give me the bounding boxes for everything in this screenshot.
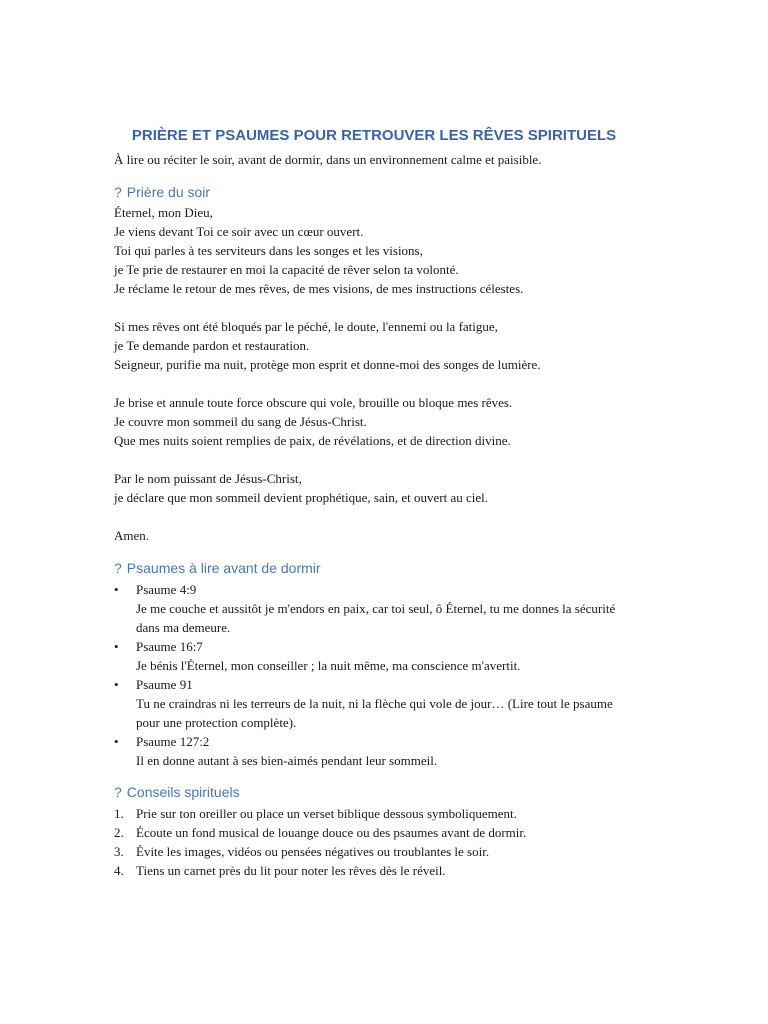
list-item bbox=[114, 637, 634, 675]
psalm-reference: Psaume 127:2 bbox=[136, 734, 210, 749]
psalm-verse: Je me couche et aussitôt je m'endors en paix, car toi seul, ô Éternel, tu me donnes la sécurité dans ma demeure. bbox=[136, 601, 616, 635]
psalm-reference: Psaume 91 bbox=[136, 677, 193, 692]
prayer-line: je Te prie de restaurer en moi la capacité de rêver selon ta volonté. bbox=[114, 262, 459, 277]
list-number: 4. bbox=[114, 863, 124, 878]
prayer-line: Par le nom puissant de Jésus-Christ, bbox=[114, 471, 302, 486]
list-item bbox=[114, 804, 634, 823]
list-item bbox=[114, 861, 634, 880]
prayer-line: Que mes nuits soient remplies de paix, de révélations, et de direction divine. bbox=[114, 433, 511, 448]
bullet-icon: • bbox=[114, 582, 119, 597]
psalm-verse: Il en donne autant à ses bien-aimés pendant leur sommeil. bbox=[136, 753, 438, 768]
psalm-reference: Psaume 16:7 bbox=[136, 639, 203, 654]
prayer-body bbox=[114, 203, 634, 545]
list-item bbox=[114, 842, 634, 861]
list-number: 3. bbox=[114, 844, 124, 859]
prayer-line: Seigneur, purifie ma nuit, protège mon esprit et donne-moi des songes de lumière. bbox=[114, 357, 541, 372]
tips-heading bbox=[114, 783, 634, 802]
prayer-line: Je couvre mon sommeil du sang de Jésus-Christ. bbox=[114, 414, 367, 429]
list-number: 2. bbox=[114, 825, 124, 840]
prayer-line: Je réclame le retour de mes rêves, de mes visions, de mes instructions célestes. bbox=[114, 281, 524, 296]
prayer-heading bbox=[114, 183, 634, 202]
tip-text: Tiens un carnet près du lit pour noter les rêves dès le réveil. bbox=[136, 863, 446, 878]
list-number: 1. bbox=[114, 806, 124, 821]
psalm-verse: Je bénis l'Éternel, mon conseiller ; la nuit même, ma conscience m'avertit. bbox=[136, 658, 521, 673]
psalms-heading bbox=[114, 559, 634, 578]
tip-text: Évite les images, vidéos ou pensées négatives ou troublantes le soir. bbox=[136, 844, 490, 859]
prayer-paragraph bbox=[114, 203, 634, 298]
bullet-icon: • bbox=[114, 639, 119, 654]
intro-text: À lire ou réciter le soir, avant de dormir, dans un environnement calme et paisible. bbox=[114, 152, 542, 167]
missing-glyph-icon: ? bbox=[114, 784, 122, 800]
prayer-paragraph bbox=[114, 317, 634, 374]
tip-text: Prie sur ton oreiller ou place un verset biblique dessous symboliquement. bbox=[136, 806, 517, 821]
prayer-line: Si mes rêves ont été bloqués par le péché, le doute, l'ennemi ou la fatigue, bbox=[114, 319, 498, 334]
list-item bbox=[114, 675, 634, 732]
bullet-icon: • bbox=[114, 734, 119, 749]
prayer-line: je déclare que mon sommeil devient prophétique, sain, et ouvert au ciel. bbox=[114, 490, 488, 505]
prayer-amen: Amen. bbox=[114, 528, 150, 543]
psalms-list bbox=[114, 580, 634, 770]
prayer-heading-label: Prière du soir bbox=[126, 184, 211, 200]
prayer-line: Éternel, mon Dieu, bbox=[114, 205, 213, 220]
prayer-paragraph bbox=[114, 469, 634, 507]
document-title: PRIÈRE ET PSAUMES POUR RETROUVER LES RÊVES SPIRITUELS bbox=[131, 127, 617, 144]
psalm-verse: Tu ne craindras ni les terreurs de la nuit, ni la flèche qui vole de jour… (Lire tout le psaume pour une protection complète). bbox=[136, 696, 613, 730]
document-page bbox=[114, 127, 634, 880]
prayer-line: Je brise et annule toute force obscure qui vole, brouille ou bloque mes rêves. bbox=[114, 395, 513, 410]
list-item bbox=[114, 732, 634, 770]
psalms-heading-label: Psaumes à lire avant de dormir bbox=[126, 560, 321, 576]
missing-glyph-icon: ? bbox=[114, 560, 122, 576]
prayer-line: Toi qui parles à tes serviteurs dans les songes et les visions, bbox=[114, 243, 423, 258]
tip-text: Écoute un fond musical de louange douce ou des psaumes avant de dormir. bbox=[136, 825, 527, 840]
prayer-line: je Te demande pardon et restauration. bbox=[114, 338, 310, 353]
missing-glyph-icon: ? bbox=[114, 184, 122, 200]
list-item bbox=[114, 823, 634, 842]
bullet-icon: • bbox=[114, 677, 119, 692]
prayer-paragraph bbox=[114, 526, 634, 545]
prayer-line: Je viens devant Toi ce soir avec un cœur ouvert. bbox=[114, 224, 364, 239]
prayer-paragraph bbox=[114, 393, 634, 450]
tips-list bbox=[114, 804, 634, 880]
tips-heading-label: Conseils spirituels bbox=[126, 784, 240, 800]
psalm-reference: Psaume 4:9 bbox=[136, 582, 197, 597]
list-item bbox=[114, 580, 634, 637]
